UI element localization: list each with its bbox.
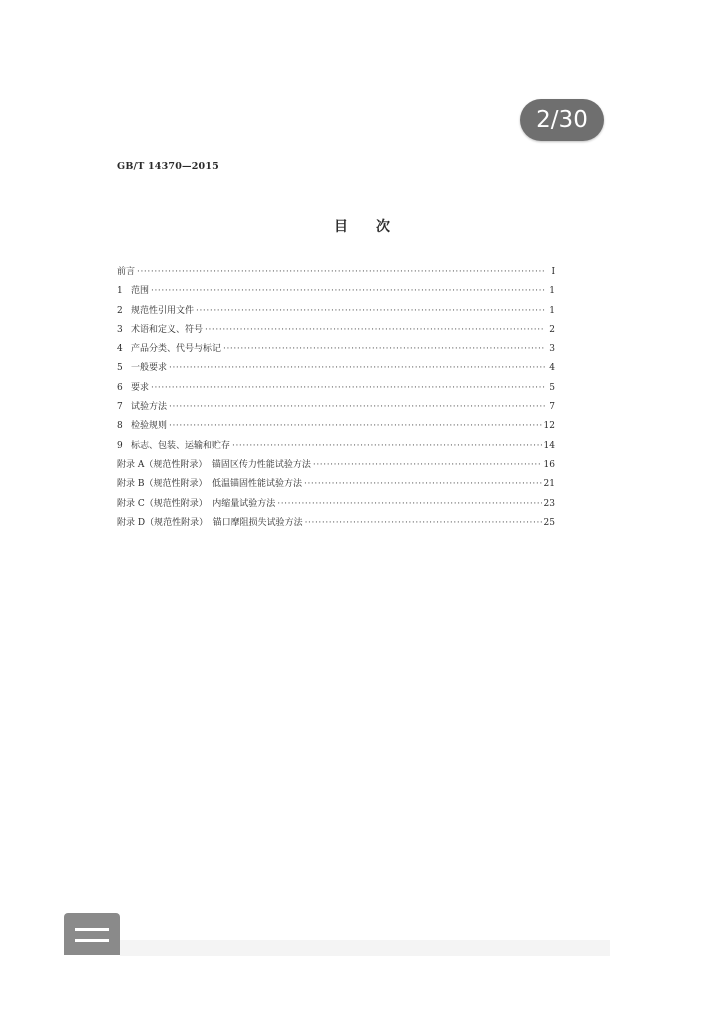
toc-entry-page: 1 [549,286,555,297]
toc-leader-dots [151,383,545,393]
toc-entry-number: 9 [117,440,123,451]
toc-entry-label: 检验规则 [131,421,168,432]
toc-entry-number: 6 [117,382,123,393]
toc-entry-2[interactable] [117,303,555,322]
toc-entry-label: 标志、包装、运输和贮存 [131,440,231,451]
toc-entry-appendix-d[interactable] [117,515,555,534]
toc-entry-page: 14 [543,440,555,451]
toc-entry-4[interactable] [117,341,555,360]
toc-leader-dots [169,421,542,431]
toc-entry-page: 5 [549,382,555,393]
toc-entry-appendix-a[interactable] [117,457,555,476]
toc-entry-number: 8 [117,421,123,432]
toc-entry-page: 3 [549,344,555,355]
toc-entry-label: 试验方法 [131,402,168,413]
toc-entry-label: 产品分类、代号与标记 [131,344,222,355]
toc-entry-8[interactable] [117,418,555,437]
toc-entry-6[interactable] [117,380,555,399]
toc-leader-dots [169,402,545,412]
toc-leader-dots [232,441,542,451]
toc-leader-dots [305,518,542,528]
toc-entry-label: 附录 B（规范性附录） 低温锚固性能试验方法 [117,479,302,490]
toc-entry-label: 术语和定义、符号 [131,324,204,335]
toc-entry-5[interactable] [117,360,555,379]
toc-entry-appendix-c[interactable] [117,496,555,515]
bottom-toolbar-strip [120,940,610,956]
toc-leader-dots [169,363,545,373]
toc-entry-page: 12 [543,421,555,432]
toc-leader-dots [196,306,545,316]
toc-entry-page: 23 [543,498,555,509]
toc-leader-dots [223,344,545,354]
toc-entry-page: Ⅰ [551,267,555,277]
toc-entry-1[interactable] [117,283,555,302]
toc-entry-number: 1 [117,286,123,297]
toc-entry-number: 2 [117,305,123,316]
toc-entry-number: 7 [117,402,123,413]
page-indicator-badge[interactable]: 2/30 [520,99,604,141]
toc-entry-label: 前言 [117,267,136,277]
toc-entry-label: 范围 [131,286,150,297]
toc-entry-label: 要求 [131,382,150,393]
toc-entry-number: 4 [117,344,123,355]
toc-leader-dots [313,460,542,470]
toc-entry-label: 附录 C（规范性附录） 内缩量试验方法 [117,498,276,509]
hamburger-menu-button[interactable] [64,913,120,955]
toc-leader-dots [151,286,545,296]
toc-entry-page: 21 [543,479,555,490]
toc-entry-page: 25 [543,517,555,528]
table-of-contents [117,264,555,534]
toc-entry-label: 规范性引用文件 [131,305,195,316]
toc-entry-page: 2 [549,324,555,335]
toc-leader-dots [304,479,542,489]
toc-entry-page: 7 [549,402,555,413]
toc-entry-page: 1 [549,305,555,316]
toc-leader-dots [205,325,545,335]
toc-title: 目 次 [334,219,390,235]
toc-entry-number: 5 [117,363,123,374]
toc-entry-page: 4 [549,363,555,374]
toc-entry-7[interactable] [117,399,555,418]
toc-entry-label: 一般要求 [131,363,168,374]
toc-leader-dots [137,267,545,277]
toc-entry-label: 附录 D（规范性附录） 锚口摩阻损失试验方法 [117,517,303,528]
toc-entry-9[interactable] [117,438,555,457]
toc-entry-page: 16 [543,459,555,470]
toc-entry-3[interactable] [117,322,555,341]
toc-entry-appendix-b[interactable] [117,476,555,495]
toc-entry-foreword[interactable] [117,264,555,283]
toc-entry-number: 3 [117,324,123,335]
toc-entry-label: 附录 A（规范性附录） 锚固区传力性能试验方法 [117,459,311,470]
standard-code: GB/T 14370—2015 [117,161,219,172]
toc-leader-dots [277,499,541,509]
